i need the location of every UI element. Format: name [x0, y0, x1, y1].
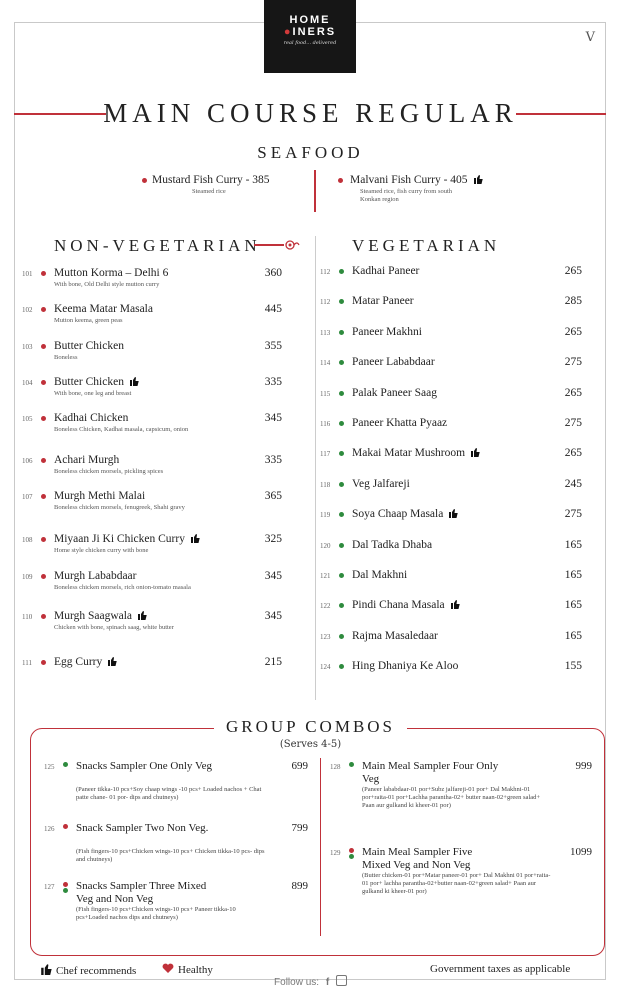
item-price: 345 [264, 610, 282, 622]
menu-item [22, 376, 292, 408]
item-name: Keema Matar Masala [54, 303, 153, 315]
combo-item [44, 822, 314, 882]
combo-item [44, 760, 314, 820]
item-number: 118 [320, 480, 331, 489]
menu-item [320, 387, 590, 407]
item-number: 123 [320, 632, 331, 641]
veg-dot [339, 512, 344, 517]
item-desc: Mutton keema, green peas [54, 317, 123, 324]
item-name: Veg Jalfareji [352, 477, 410, 490]
menu-item [22, 490, 292, 522]
nonveg-dot [349, 848, 354, 853]
menu-item [320, 356, 590, 376]
item-name: Butter Chicken [54, 376, 139, 388]
menu-item [22, 656, 292, 688]
item-number: 125 [44, 763, 55, 771]
item-name: Malvani Fish Curry - 405 [350, 174, 483, 186]
veg-dot [349, 762, 354, 767]
item-price: 445 [264, 303, 282, 315]
item-price: 799 [291, 822, 308, 834]
social-follow: Follow us: f [0, 975, 621, 988]
chef-recommends-icon [107, 656, 117, 666]
item-number: 101 [22, 270, 33, 278]
legend-chef: Chef recommends [40, 963, 136, 977]
nonveg-dot [142, 178, 147, 183]
item-price: 335 [264, 376, 282, 388]
item-price: 275 [564, 356, 582, 369]
veg-heading: VEGETARIAN [352, 236, 501, 255]
item-desc: With bone, one leg and breast [54, 390, 132, 397]
page-title: MAIN COURSE REGULAR [103, 98, 518, 128]
item-number: 108 [22, 536, 33, 544]
menu-item [320, 660, 590, 680]
item-desc: Home style chicken curry with bone [54, 547, 149, 554]
item-number: 112 [320, 268, 331, 276]
item-name: Hing Dhaniya Ke Aloo [352, 660, 459, 673]
item-desc: Boneless chicken morsels, pickling spices [54, 468, 164, 475]
nonveg-dot [41, 416, 46, 421]
nonveg-dot [41, 458, 46, 463]
instagram-icon[interactable] [336, 975, 347, 986]
menu-item [320, 326, 590, 346]
item-name: Snacks Sampler Three Mixed Veg and Non Veg [76, 880, 207, 905]
combo-item [330, 846, 600, 906]
item-price: 1099 [570, 846, 592, 858]
item-desc: With bone, Old Delhi style mutton curry [54, 281, 160, 288]
item-name: Mutton Korma – Delhi 6 [54, 267, 169, 279]
menu-item [320, 265, 590, 285]
diet-dots [349, 762, 354, 768]
item-number: 113 [320, 328, 331, 337]
combos-subheading: (Serves 4-5) [279, 739, 342, 750]
menu-item [320, 295, 590, 315]
item-name: Murgh Lababdaar [54, 570, 137, 582]
item-number: 121 [320, 572, 331, 580]
item-name: Makai Matar Mushroom [352, 447, 480, 459]
item-name: Main Meal Sampler Five Mixed Veg and Non Veg [362, 846, 473, 871]
nonveg-dot [41, 344, 46, 349]
item-number: 127 [44, 883, 55, 891]
seafood-item [336, 174, 536, 206]
item-price: 165 [564, 569, 582, 581]
item-number: 120 [320, 541, 331, 550]
menu-item [320, 539, 590, 559]
item-number: 103 [22, 343, 33, 351]
item-price: 335 [264, 454, 282, 466]
seafood-item [136, 174, 306, 202]
item-name: Miyaan Ji Ki Chicken Curry [54, 533, 200, 545]
item-price: 285 [564, 295, 582, 308]
item-name: Main Meal Sampler Four Only Veg [362, 760, 499, 785]
column-divider [315, 236, 316, 700]
menu-item [320, 508, 590, 528]
nonveg-dot [41, 660, 46, 665]
veg-dot [349, 854, 354, 859]
item-price: 899 [291, 880, 308, 892]
item-name: Dal Tadka Dhaba [352, 538, 433, 551]
nonveg-dot [41, 380, 46, 385]
item-name: Rajma Masaledaar [352, 629, 438, 642]
facebook-icon[interactable]: f [325, 977, 330, 988]
item-number: 129 [330, 849, 341, 857]
item-price: 355 [264, 340, 282, 352]
menu-item [320, 630, 590, 650]
veg-dot [339, 451, 344, 456]
item-name: Murgh Saagwala [54, 610, 147, 622]
item-price: 155 [564, 660, 582, 673]
nonveg-dot [41, 614, 46, 619]
item-number: 105 [22, 415, 33, 423]
legend-healthy: Healthy [162, 963, 213, 976]
veg-dot [339, 269, 344, 274]
item-price: 165 [564, 629, 582, 642]
corner-mark: V [585, 30, 595, 45]
menu-item [320, 569, 590, 589]
item-number: 107 [22, 493, 33, 501]
item-name: Kadhai Chicken [54, 412, 129, 424]
item-price: 165 [564, 538, 582, 551]
logo-line2: ●INERS [283, 26, 337, 38]
item-name: Egg Curry [54, 656, 117, 668]
diet-dots [63, 762, 68, 768]
item-desc: Boneless chicken morsels, rich onion-tomato masala [54, 584, 191, 591]
chef-recommends-icon [190, 533, 200, 543]
heart-icon [162, 963, 174, 974]
item-number: 115 [320, 389, 331, 398]
item-number: 116 [320, 420, 331, 428]
item-desc: (Fish fingers-10 pcs+Chicken wings-10 pcs+ Chicken tikka-10 pcs- dips and chutneys) [76, 848, 265, 863]
menu-item [320, 478, 590, 498]
item-desc: Steamed rice [192, 188, 226, 195]
item-name: Dal Makhni [352, 569, 408, 581]
veg-dot [339, 391, 344, 396]
item-price: 275 [564, 417, 582, 429]
item-price: 265 [564, 447, 582, 460]
item-desc: Chicken with bone, spinach saag, white butter [54, 624, 174, 631]
item-price: 245 [564, 477, 582, 490]
item-price: 345 [264, 570, 282, 582]
item-price: 325 [264, 533, 282, 545]
item-number: 124 [320, 663, 331, 672]
menu-item [22, 610, 292, 642]
nonveg-dot [41, 574, 46, 579]
seafood-divider [314, 170, 316, 212]
item-desc: (Butter chicken-01 por+Matar paneer-01 por+ Dal Makhni 01 por+raita-01 por+ lachha parantha-02+butter naan-02+green salad+ Paan aur gulkand ki kheer-01 por) [362, 872, 551, 895]
nonveg-dot [41, 494, 46, 499]
item-desc: Boneless chicken morsels, fenugreek, Shahi gravy [54, 504, 185, 511]
thumbs-up-icon [40, 963, 52, 975]
item-price: 275 [564, 508, 582, 521]
chef-recommends-icon [129, 376, 139, 386]
item-desc: Boneless [54, 354, 78, 361]
nonveg-dot [63, 882, 68, 887]
item-price: 345 [264, 412, 282, 424]
menu-item [320, 417, 590, 437]
veg-dot [339, 421, 344, 426]
menu-item [320, 447, 590, 467]
item-number: 111 [22, 659, 32, 667]
veg-dot [339, 330, 344, 335]
item-name: Kadhai Paneer [352, 265, 420, 277]
menu-item [22, 303, 292, 335]
item-name: Paneer Lababdaar [352, 356, 435, 369]
chef-recommends-icon [450, 599, 460, 609]
item-name: Achari Murgh [54, 454, 120, 466]
menu-item [22, 267, 292, 299]
veg-dot [339, 634, 344, 639]
item-number: 109 [22, 573, 33, 581]
item-number: 106 [22, 457, 33, 465]
chef-recommends-icon [448, 508, 458, 518]
item-name: Pindi Chana Masala [352, 599, 460, 611]
veg-dot [339, 482, 344, 487]
menu-item [22, 570, 292, 602]
item-name: Matar Paneer [352, 295, 414, 308]
nonveg-heading: NON-VEGETARIAN [54, 236, 261, 255]
item-price: 165 [564, 599, 582, 612]
combos-heading: GROUP COMBOS [0, 717, 621, 737]
item-desc: Steamed rice, fish curry from south Konkan region [360, 188, 453, 203]
logo-tagline: real food... delivered [283, 40, 337, 46]
item-name: Snacks Sampler One Only Veg [76, 760, 213, 772]
item-number: 110 [22, 613, 33, 621]
item-name: Butter Chicken [54, 340, 124, 352]
item-name: Murgh Methi Malai [54, 490, 146, 502]
veg-dot [339, 299, 344, 304]
taxes-note: Government taxes as applicable [430, 963, 571, 975]
item-number: 122 [320, 602, 331, 611]
item-number: 128 [330, 763, 341, 771]
item-number: 126 [44, 825, 55, 833]
flourish-ornament [254, 238, 300, 252]
item-price: 699 [291, 760, 308, 772]
item-name: Soya Chaap Masala [352, 508, 458, 520]
nonveg-dot [41, 271, 46, 276]
item-desc: Boneless Chicken, Kadhai masala, capsicum, onion [54, 426, 189, 433]
item-number: 104 [22, 379, 33, 387]
diet-dots [63, 824, 68, 830]
veg-dot [339, 603, 344, 608]
diet-dots [349, 848, 354, 860]
item-number: 114 [320, 359, 331, 368]
item-number: 119 [320, 511, 331, 520]
menu-item [22, 340, 292, 372]
menu-item [22, 412, 292, 444]
combo-item [44, 880, 314, 940]
seafood-heading: SEAFOOD [257, 143, 364, 162]
item-price: 215 [264, 656, 282, 668]
veg-dot [63, 762, 68, 767]
item-name: Mustard Fish Curry - 385 [152, 174, 270, 186]
item-name: Snack Sampler Two Non Veg. [76, 822, 209, 834]
combos-divider [320, 758, 321, 936]
item-number: 112 [320, 298, 331, 307]
item-desc: (Paneer tikka-10 pcs+Soy chaap wings -10 pcs+ Loaded nachos + Chat patte chane- 01 por- dips and chutneys) [76, 786, 262, 801]
chef-recommends-icon [137, 610, 147, 620]
nonveg-dot [41, 307, 46, 312]
item-price: 360 [264, 267, 282, 279]
veg-dot [339, 573, 344, 578]
menu-item [22, 533, 292, 565]
nonveg-dot [41, 537, 46, 542]
item-desc: (Fish fingers-10 pcs+Chicken wings-10 pcs+ Paneer tikka-10 pcs+Loaded nachos dips and chutneys) [76, 906, 236, 921]
chef-recommends-icon [473, 174, 483, 184]
item-number: 102 [22, 306, 33, 314]
item-desc: (Paneer lababdaar-01 por+Subz jalfareji-01 por+ Dal Makhni-01 por+raita-01 por+Lachha parantha-02+ butter naan-02+green salad+ Paan aur gulkand ki kheer-01 por) [362, 786, 541, 809]
item-price: 265 [564, 265, 582, 277]
veg-dot [339, 664, 344, 669]
diet-dots [63, 882, 68, 894]
menu-item [320, 599, 590, 619]
item-name: Paneer Makhni [352, 325, 422, 338]
item-price: 265 [564, 325, 582, 338]
item-name: Palak Paneer Saag [352, 386, 437, 399]
veg-dot [63, 888, 68, 893]
menu-item [22, 454, 292, 486]
veg-dot [339, 360, 344, 365]
item-number: 117 [320, 450, 331, 459]
item-price: 265 [564, 386, 582, 399]
veg-dot [339, 543, 344, 548]
chef-recommends-icon [470, 447, 480, 457]
nonveg-dot [338, 178, 343, 183]
logo-line1: HOME [289, 14, 331, 26]
item-price: 999 [575, 760, 592, 772]
item-name: Paneer Khatta Pyaaz [352, 417, 448, 429]
nonveg-dot [63, 824, 68, 829]
combo-item [330, 760, 600, 820]
brand-logo [264, 0, 356, 73]
item-price: 365 [264, 490, 282, 502]
